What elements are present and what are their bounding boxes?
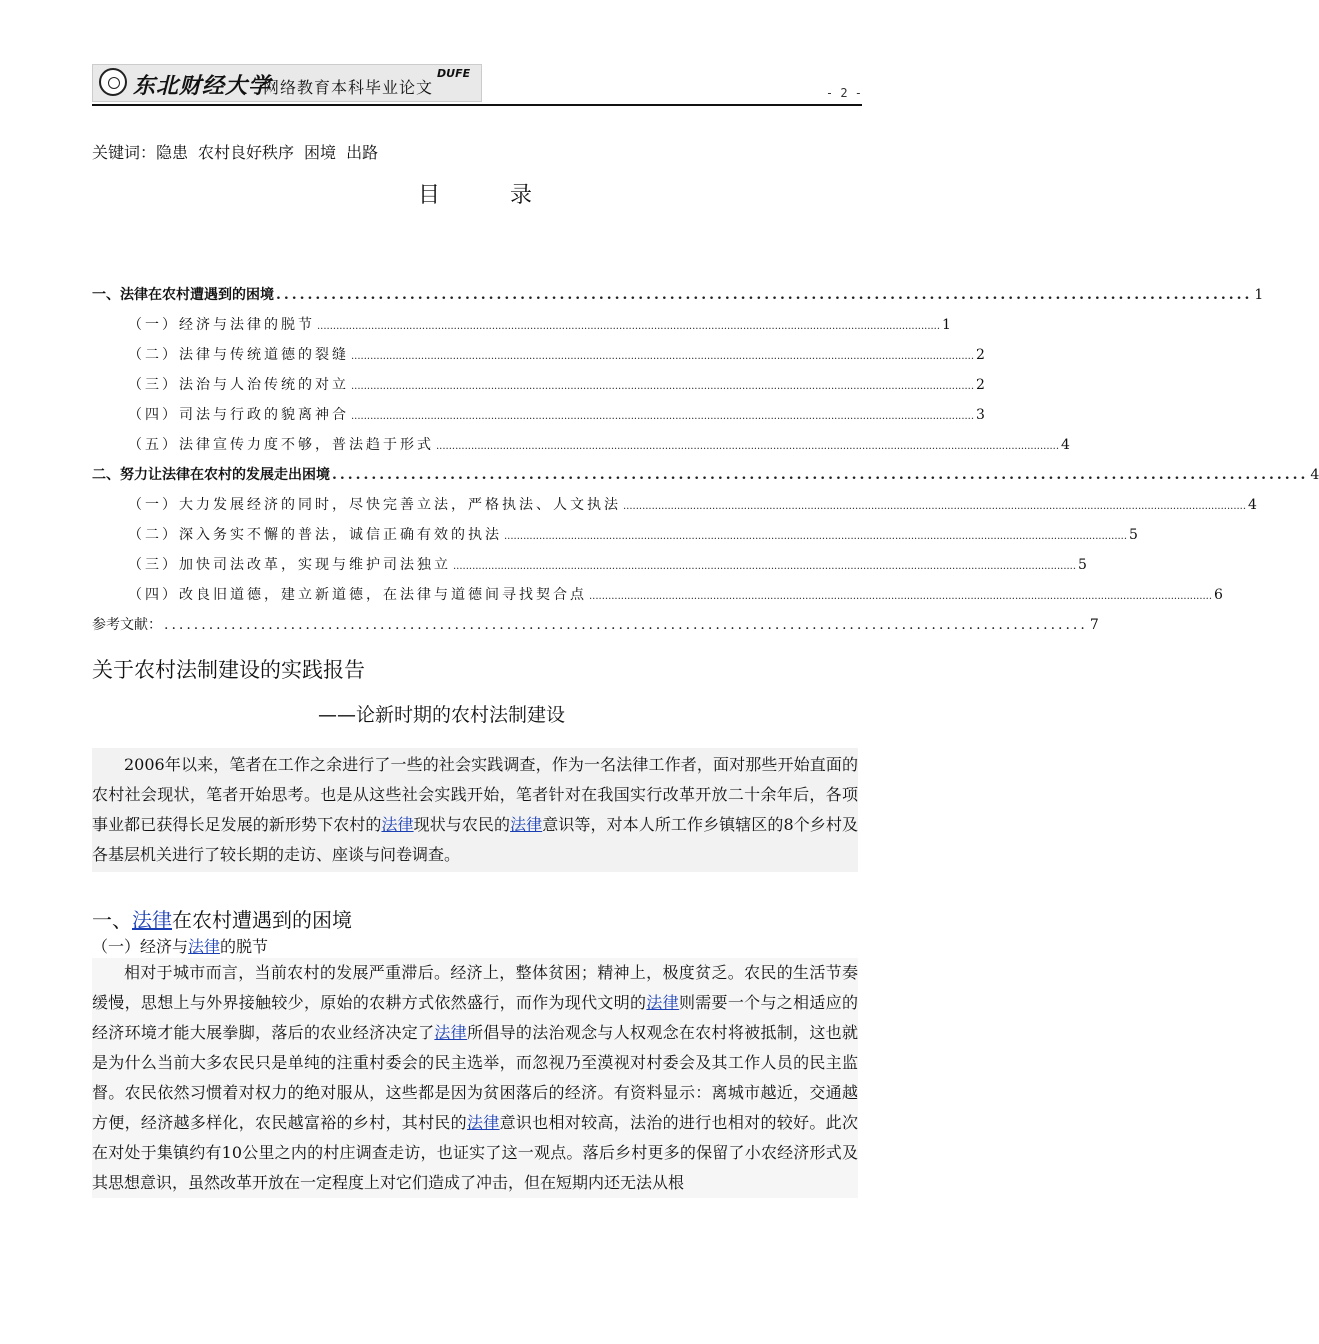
intro-paragraph — [92, 748, 858, 872]
toc-entry[interactable] — [92, 404, 985, 434]
heading-prefix: 一、 — [92, 908, 132, 932]
text-span: 则需要一个与之相适应的经济环境才能大展拳脚，落后的农业经济决定了 — [92, 993, 858, 1042]
toc-entry-page: 3 — [976, 407, 985, 423]
toc-entry-label: 一、法律在农村遭遇到的困境 — [92, 287, 274, 303]
table-of-contents — [92, 284, 1319, 644]
text-span: 2006年以来，笔者在工作之余进行了一些的社会实践调查，作为一名法律工作者，面对那些开始直面的农村社会现状，笔者开始思考。也是从这些社会实践开始，笔者针对在我国实行改革开放二十余年后，各项事业都已获得长足发展的新形势下农村的 — [92, 755, 858, 834]
toc-leader: .................................................................................................................................................................................................... — [351, 411, 975, 422]
toc-entry-label: （四）改良旧道德，建立新道德，在法律与道德间寻找契合点 — [128, 587, 587, 603]
toc-entry-label: （三）加快司法改革，实现与维护司法独立 — [128, 557, 451, 573]
toc-leader: .................................................................................................................................................................................................... — [317, 321, 941, 332]
toc-leader: .................................................................................................................................................................................................... — [453, 561, 1077, 572]
toc-leader: .................................................................................................................................................................................................... — [351, 351, 975, 362]
toc-title: 目录 — [417, 183, 602, 208]
law-link[interactable]: 法律 — [434, 1023, 467, 1042]
toc-leader: .................................................................................................................................................................................................... — [504, 531, 1128, 542]
text-span: 现状与农民的 — [413, 815, 511, 834]
page-header — [92, 64, 862, 104]
heading-prefix: （一）经济与 — [92, 937, 189, 956]
law-link[interactable]: 法律 — [381, 815, 414, 834]
toc-entry-page: 6 — [1214, 587, 1223, 603]
text-span: 意识等，对本人所工作乡镇辖区的8个乡村及各基层机关进行了较长期的走访、座谈与问卷调查。 — [92, 815, 858, 864]
law-link[interactable]: 法律 — [466, 1113, 500, 1132]
report-title: 关于农村法制建设的实践报告 — [92, 658, 365, 682]
law-link[interactable]: 法律 — [188, 937, 221, 956]
body-text — [92, 958, 858, 1198]
toc-leader: ............................................................................................................................ — [276, 287, 1253, 303]
law-link[interactable]: 法律 — [646, 993, 679, 1012]
toc-entry[interactable] — [92, 464, 1319, 494]
text-span: 意识也相对较高，法治的进行也相对的较好。此次在对处于集镇约有10公里之内的村庄调查走访，也证实了这一观点。落后乡村更多的保留了小农经济形式及其思想意识，虽然改革开放在一定程度上对它们造成了冲击，但在短期内还无法从根 — [92, 1113, 858, 1192]
toc-entry-page: 1 — [1254, 287, 1264, 303]
toc-entry-label: （二）法律与传统道德的裂缝 — [128, 347, 349, 363]
subsection-heading — [92, 934, 268, 957]
keyword: 农村良好秩序 — [198, 143, 295, 162]
toc-leader: .................................................................................................................................................................................................... — [623, 501, 1247, 512]
toc-entry-page: 4 — [1061, 437, 1070, 453]
text-span: 相对于城市而言，当前农村的发展严重滞后。经济上，整体贫困；精神上，极度贫乏。农民的生活节奏缓慢，思想上与外界接触较少，原始的农耕方式依然盛行，而作为现代文明的 — [92, 963, 858, 1012]
toc-entry-label: （五）法律宣传力度不够，普法趋于形式 — [128, 437, 434, 453]
toc-entry-label: （二）深入务实不懈的普法，诚信正确有效的执法 — [128, 527, 502, 543]
toc-leader: .................................................................................................................................................................................................... — [351, 381, 975, 392]
text-span: 所倡导的法治观念与人权观念在农村将被抵制，这也就是为什么当前大多农民只是单纯的注重村委会的民主选举，而忽视乃至漠视对村委会及其工作人员的民主监督。农民依然习惯着对权力的绝对服从，这些都是因为贫困落后的经济。有资料显示：离城市越近，交通越方便，经济越多样化，农民越富裕的乡村，其村民的 — [92, 1023, 858, 1132]
toc-entry-label: （四）司法与行政的貌离神合 — [128, 407, 349, 423]
toc-entry[interactable] — [92, 584, 1223, 614]
toc-entry-page: 2 — [976, 377, 985, 393]
toc-leader: ............................................................................................................................ — [164, 617, 1088, 633]
heading-suffix: 在农村遭遇到的困境 — [172, 908, 352, 932]
toc-entry-label: （一）大力发展经济的同时，尽快完善立法，严格执法、人文执法 — [128, 497, 621, 513]
university-name: 东北财经大学 — [133, 73, 272, 99]
toc-leader: .................................................................................................................................................................................................... — [436, 441, 1060, 452]
header-divider — [92, 104, 862, 106]
toc-entry-page: 4 — [1248, 497, 1257, 513]
toc-entry-page: 2 — [976, 347, 985, 363]
keywords-label: 关键词： — [92, 143, 157, 162]
toc-entry[interactable] — [92, 374, 985, 404]
toc-entry[interactable] — [92, 434, 1070, 464]
keyword: 出路 — [346, 143, 379, 162]
toc-entry[interactable] — [92, 614, 1099, 644]
keyword: 困境 — [304, 143, 337, 162]
toc-leader: ............................................................................................................................ — [332, 467, 1309, 483]
toc-entry[interactable] — [92, 554, 1087, 584]
toc-leader: .................................................................................................................................................................................................... — [589, 591, 1213, 602]
toc-entry[interactable] — [92, 314, 951, 344]
toc-entry-page: 5 — [1078, 557, 1087, 573]
toc-entry-label: 参考文献： — [92, 617, 162, 633]
page-number: - 2 - — [825, 86, 862, 100]
toc-entry-label: 二、努力让法律在农村的发展走出困境 — [92, 467, 330, 483]
university-seal-icon — [99, 68, 127, 96]
toc-entry[interactable] — [92, 524, 1138, 554]
keyword: 隐患 — [156, 143, 189, 162]
toc-entry-label: （三）法治与人治传统的对立 — [128, 377, 349, 393]
brand-logo: DUFE — [437, 67, 471, 80]
keywords-line — [92, 140, 388, 163]
header-subtitle: 网络教育本科毕业论文 — [263, 78, 434, 97]
law-link[interactable]: 法律 — [132, 908, 172, 932]
toc-entry-page: 7 — [1089, 617, 1099, 633]
header-banner — [92, 64, 482, 102]
toc-entry-page: 5 — [1129, 527, 1138, 543]
toc-entry-label: （一）经济与法律的脱节 — [128, 317, 315, 333]
report-subtitle: ——论新时期的农村法制建设 — [318, 704, 566, 726]
toc-entry-page: 4 — [1310, 467, 1319, 483]
toc-entry-page: 1 — [942, 317, 951, 333]
section-heading — [92, 904, 352, 933]
intro-text — [92, 750, 858, 870]
toc-entry[interactable] — [92, 284, 1264, 314]
body-paragraph — [92, 958, 858, 1198]
law-link[interactable]: 法律 — [510, 815, 543, 834]
heading-suffix: 的脱节 — [220, 937, 269, 956]
toc-entry[interactable] — [92, 344, 985, 374]
toc-entry[interactable] — [92, 494, 1257, 524]
